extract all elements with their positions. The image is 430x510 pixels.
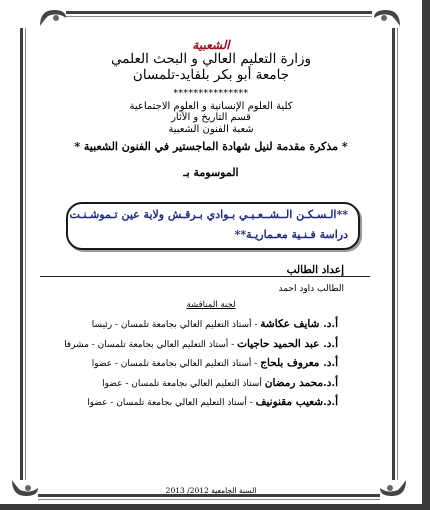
- committee-member: [102, 377, 338, 389]
- member-name: أ.د.شعيب مقنونيف: [255, 396, 338, 408]
- member-role: - أستاذ التعليم العالي بجامعة تلمسان - مشرفا: [64, 340, 235, 350]
- committee-label: لجنة المناقشة: [186, 300, 236, 310]
- ministry-name: وزارة التعليم العالي و البحث العلمي: [110, 51, 311, 67]
- university-name: جامعة أبو بكر بلقايد-تلمسان: [132, 67, 290, 83]
- member-name: أ.د. عبد الحميد حاجيات: [237, 338, 338, 350]
- student-name: الطالب داود احمد: [278, 284, 344, 294]
- border-top: [66, 11, 372, 14]
- divider: [40, 276, 370, 277]
- committee-member: [92, 318, 338, 330]
- thesis-title-box: [66, 202, 360, 250]
- committee-member: [64, 338, 338, 350]
- prepared-by-label: إعداد الطالب: [286, 264, 344, 276]
- member-name: أ.د. شايف عكاشة: [260, 318, 338, 330]
- department-name: قسم التاريخ و الآثار: [171, 112, 251, 123]
- memo-line: * مذكرة مقدمة لنيل شهادة الماجستير في الفنون الشعبية *: [74, 140, 348, 153]
- corner-ornament-icon: [38, 6, 68, 28]
- academic-year: السنة الجامعية 2012/ 2013: [165, 486, 257, 495]
- committee-member: [87, 396, 338, 408]
- faculty-name: كلية العلوم الإنسانية و العلوم الاجتماعية: [129, 101, 293, 112]
- thesis-title-line1: **الـسـكـن الــشــعـبـي بـوادي بـرقـش ولاية عين تـموشـنـت: [69, 208, 348, 221]
- member-name: أ.د. معروف بلحاج: [260, 357, 338, 369]
- thesis-title-line2: دراسة فـنـية معـماريـة**: [234, 228, 348, 241]
- branch-name: شعبة الفنون الشعبية: [168, 124, 254, 135]
- corner-ornament-icon: [372, 6, 402, 28]
- header-heading: الشعبية: [192, 38, 230, 52]
- called-label: الموسومة بـ: [183, 166, 239, 179]
- committee-member: [92, 357, 338, 369]
- member-role: - أستاذ التعليم العالي بجامعة تلمسان - رئيسا: [91, 320, 258, 330]
- member-name: أ.د.محمد رمضان: [264, 377, 338, 389]
- member-role: أستاذ التعليم العالي بجامعة تلمسان - عضوا: [102, 379, 262, 389]
- member-role: - أستاذ التعليم العالي بجامعة تلمسان - عضوا: [87, 398, 253, 408]
- member-role: - أستاذ التعليم العالي بجامعة تلمسان - عضوا: [91, 359, 258, 369]
- stars-separator: ***************: [173, 89, 249, 99]
